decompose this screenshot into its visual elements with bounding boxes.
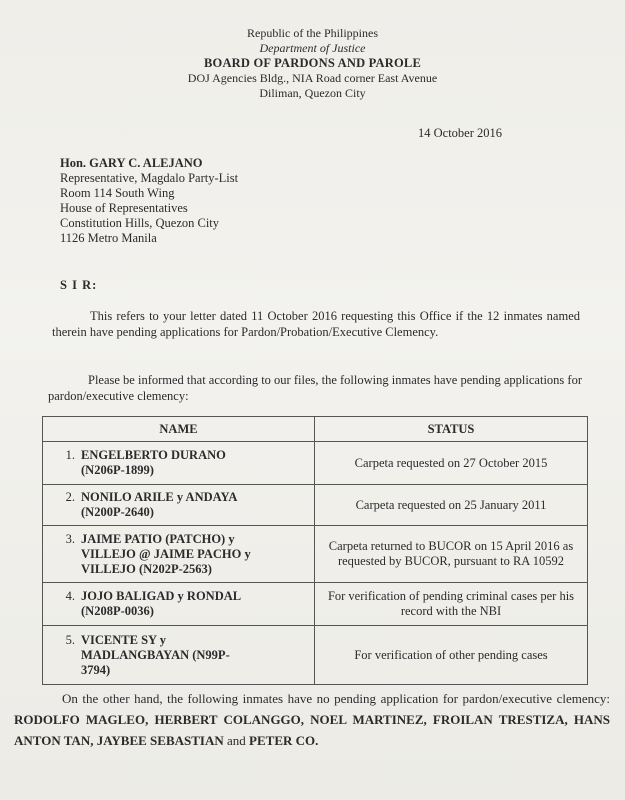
no-pending-last-name: PETER CO. (249, 733, 319, 748)
inmate-name-cell (43, 626, 315, 685)
inmate-name-line: MADLANGBAYAN (N99P- (81, 647, 230, 662)
letterhead-city: Diliman, Quezon City (259, 86, 366, 100)
addressee-block (60, 156, 238, 246)
inmate-name: ENGELBERTO DURANO (81, 448, 226, 462)
no-pending-and: and (227, 733, 246, 748)
letterhead-board: BOARD OF PARDONS AND PAROLE (204, 56, 421, 70)
addressee-line: Constitution Hills, Quezon City (60, 216, 220, 230)
letterhead-department: Department of Justice (259, 41, 366, 55)
inmate-code: (N208P-0036) (81, 604, 154, 618)
inmate-name-cell (43, 485, 315, 526)
table-row (43, 485, 588, 526)
addressee-name: Hon. GARY C. ALEJANO (60, 156, 203, 170)
inmate-name-line: VILLEJO @ JAIME PACHO y (81, 546, 251, 561)
status-cell: For verification of pending criminal cases per his record with the NBI (315, 583, 588, 626)
inmate-name: VICENTE SY y (81, 632, 166, 647)
inmate-code: (N206P-1899) (81, 463, 154, 477)
inmate-name: JAIME PATIO (PATCHO) y (81, 531, 235, 546)
letter-date: 14 October 2016 (418, 126, 503, 140)
inmate-name-cell (43, 583, 315, 626)
inmate-code: (N200P-2640) (81, 505, 154, 519)
letterhead (0, 26, 625, 101)
status-cell: Carpeta requested on 25 January 2011 (315, 485, 588, 526)
table-row (43, 626, 588, 685)
letterhead-republic: Republic of the Philippines (247, 26, 378, 40)
inmate-name: JOJO BALIGAD y RONDAL (81, 589, 242, 603)
status-cell: Carpeta returned to BUCOR on 15 April 2016 as requested by BUCOR, pursuant to RA 10592 (315, 526, 588, 583)
row-number: 3. (65, 531, 75, 546)
header-name: NAME (43, 417, 315, 442)
header-status: STATUS (315, 417, 588, 442)
inmate-name-cell (43, 442, 315, 485)
salutation: S I R: (60, 278, 98, 292)
addressee-line: 1126 Metro Manila (60, 231, 157, 245)
addressee-line: House of Representatives (60, 201, 188, 215)
inmate-name-line: 3794) (81, 662, 111, 677)
status-cell: Carpeta requested on 27 October 2015 (315, 442, 588, 485)
inmate-name-cell (43, 526, 315, 583)
row-number: 4. (65, 589, 75, 603)
inmate-name-line: VILLEJO (N202P-2563) (81, 561, 212, 576)
status-cell: For verification of other pending cases (315, 626, 588, 685)
letterhead-address: DOJ Agencies Bldg., NIA Road corner East Avenue (187, 71, 438, 85)
table-row (43, 442, 588, 485)
inmate-name: NONILO ARILE y ANDAYA (81, 490, 238, 504)
table-row (43, 583, 588, 626)
row-number: 2. (65, 490, 75, 504)
row-number: 1. (65, 448, 75, 462)
paragraph-no-pending (14, 688, 610, 751)
addressee-line: Room 114 South Wing (60, 186, 175, 200)
row-number: 5. (65, 632, 75, 647)
table-header-row (43, 417, 588, 442)
table-row (43, 526, 588, 583)
inmates-table (42, 416, 588, 685)
paragraph-informed: Please be informed that according to our files, the following inmates have pending applications for pardon/executive clemency: (48, 373, 582, 403)
no-pending-text: On the other hand, the following inmates have no pending application for pardon/executive clemency: (62, 691, 610, 706)
paragraph-request: This refers to your letter dated 11 October 2016 requesting this Office if the 12 inmates named therein have pending applications for Pardon/Probation/Executive Clemency. (52, 309, 580, 339)
no-pending-names: RODOLFO MAGLEO, HERBERT COLANGGO, NOEL MARTINEZ, FROILAN TRESTIZA, HANS ANTON TAN, JAYBEE SEBASTIAN (14, 712, 610, 748)
addressee-line: Representative, Magdalo Party-List (60, 171, 239, 185)
